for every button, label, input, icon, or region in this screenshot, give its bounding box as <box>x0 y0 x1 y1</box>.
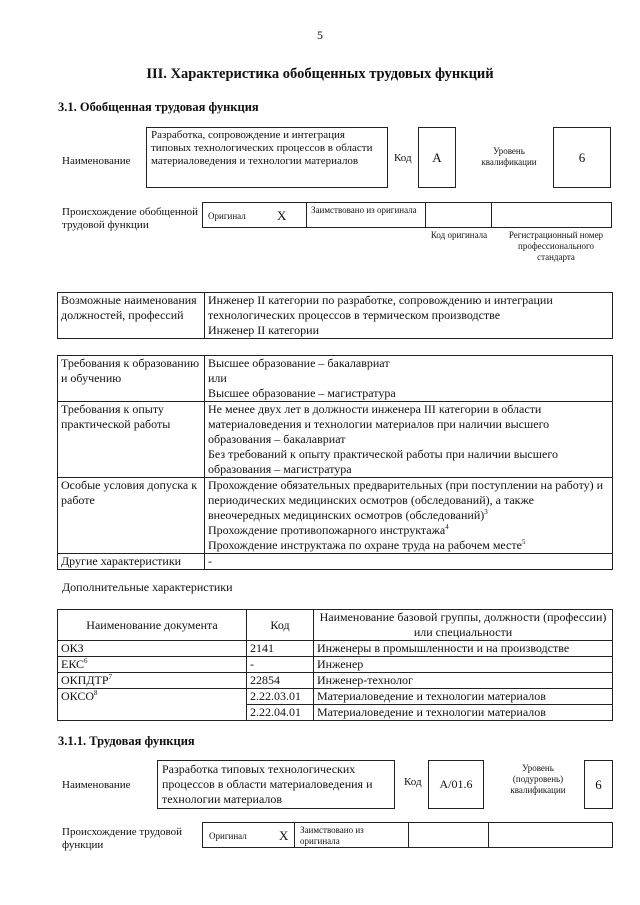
gtf-borrowed-label: Заимствовано из оригинала <box>311 205 417 215</box>
footnote-mark: 4 <box>445 523 449 531</box>
table-row <box>58 641 613 657</box>
special-line3: Прохождение инструктажа по охране труда на рабочем месте <box>208 538 522 552</box>
name-cell: Инженеры в промышленности и на производстве <box>314 641 613 657</box>
tf-title: 3.1.1. Трудовая функция <box>58 734 195 748</box>
tf-name-value: Разработка типовых технологических процессов в области материаловедения и технологии материалов <box>157 760 395 809</box>
divider <box>306 203 307 227</box>
education-row <box>58 356 613 402</box>
table-row <box>58 673 613 689</box>
name-cell: Материаловедение и технологии материалов <box>314 689 613 705</box>
additional-table <box>57 609 613 721</box>
page-number: 5 <box>317 28 323 42</box>
tf-name-label: Наименование <box>62 779 131 791</box>
tf-code-value: А/01.6 <box>428 760 484 809</box>
name-cell: Инженер <box>314 657 613 673</box>
doc-cell: ОКПДТР$^7$ <box>58 673 247 689</box>
col-name-header: Наименование базовой группы, должности (профессии) или специальности <box>314 610 613 641</box>
tf-code-label: Код <box>404 776 422 788</box>
name-cell: Материаловедение и технологии материалов <box>314 705 613 721</box>
divider <box>408 823 409 847</box>
gtf-code-label: Код <box>394 152 412 164</box>
special-row <box>58 478 613 554</box>
divider <box>488 823 489 847</box>
gtf-level-label: Уровень квалификации <box>481 146 537 167</box>
experience-row <box>58 402 613 478</box>
education-value: Высшее образование – бакалавриат или Высшее образование – магистратура <box>205 356 613 402</box>
special-label: Особые условия допуска к работе <box>58 478 205 554</box>
gtf-origin-label: Происхождение обобщенной трудовой функции <box>62 206 199 231</box>
doc-cell: ОКЗ <box>58 641 247 657</box>
tf-origin-row <box>202 822 613 848</box>
other-value: - <box>205 554 613 570</box>
section-title: III. Характеристика обобщенных трудовых функций <box>146 66 494 82</box>
col-doc-header: Наименование документа <box>58 610 247 641</box>
gtf-name-label: Наименование <box>62 155 131 167</box>
divider <box>294 823 295 847</box>
positions-value: Инженер II категории по разработке, сопровождению и интеграции технологических процессов в термическом производстве Инженер II категории <box>205 293 613 339</box>
code-cell: 2.22.03.01 <box>247 689 314 705</box>
code-cell: 22854 <box>247 673 314 689</box>
doc-cell: ОКСО$^8$ <box>58 689 247 721</box>
tf-borrowed-label: Заимствовано из оригинала <box>300 825 364 846</box>
requirements-table <box>57 355 613 570</box>
tf-original-label: Оригинал <box>209 831 247 841</box>
gtf-level-value: 6 <box>553 127 611 188</box>
gtf-original-mark: X <box>277 208 287 223</box>
col-code-header: Код <box>247 610 314 641</box>
gtf-origin-row <box>202 202 612 228</box>
positions-label: Возможные наименования должностей, профессий <box>58 293 205 339</box>
code-cell: - <box>247 657 314 673</box>
name-cell: Инженер-технолог <box>314 673 613 689</box>
code-cell: 2.22.04.01 <box>247 705 314 721</box>
experience-label: Требования к опыту практической работы <box>58 402 205 478</box>
other-label: Другие характеристики <box>58 554 205 570</box>
divider <box>425 203 426 227</box>
special-line1: Прохождение обязательных предварительных (при поступлении на работу) и периодических медицинских осмотров (обследований), а также внеочередных медицинских осмотров (обследований) <box>208 478 604 522</box>
education-label: Требования к образованию и обучению <box>58 356 205 402</box>
code-cell: 2141 <box>247 641 314 657</box>
gtf-origin-code-caption: Код оригинала <box>430 230 488 240</box>
experience-value: Не менее двух лет в должности инженера III категории в области материаловедения и технологии материалов при наличии высшего образования – бакалавриат Без требований к опыту практической работы при наличии высшего образования – магистратура <box>205 402 613 478</box>
tf-level-label: Уровень (подуровень) квалификации <box>510 763 566 795</box>
additional-heading: Дополнительные характеристики <box>62 580 233 594</box>
subsection-title: 3.1. Обобщенная трудовая функция <box>58 100 259 114</box>
additional-header-row <box>58 610 613 641</box>
doc-cell: ЕКС$^6$ <box>58 657 247 673</box>
positions-table <box>57 292 613 339</box>
table-row <box>58 689 613 705</box>
footnote-mark: 3 <box>484 508 488 516</box>
gtf-reg-number-caption: Регистрационный номер профессионального стандарта <box>508 230 604 262</box>
footnote-mark: 5 <box>521 538 526 546</box>
special-value <box>205 478 613 554</box>
tf-origin-label: Происхождение трудовой функции <box>62 826 183 851</box>
tf-original-mark: X <box>279 828 289 843</box>
special-line2: Прохождение противопожарного инструктажа <box>208 523 446 537</box>
gtf-code-value: А <box>418 127 456 188</box>
table-row <box>58 657 613 673</box>
gtf-original-label: Оригинал <box>208 211 246 221</box>
other-row <box>58 554 613 570</box>
gtf-name-value: Разработка, сопровождение и интеграция типовых технологических процессов в области материаловедения и технологии материалов <box>146 127 388 188</box>
tf-level-value: 6 <box>584 760 613 809</box>
divider <box>491 203 492 227</box>
